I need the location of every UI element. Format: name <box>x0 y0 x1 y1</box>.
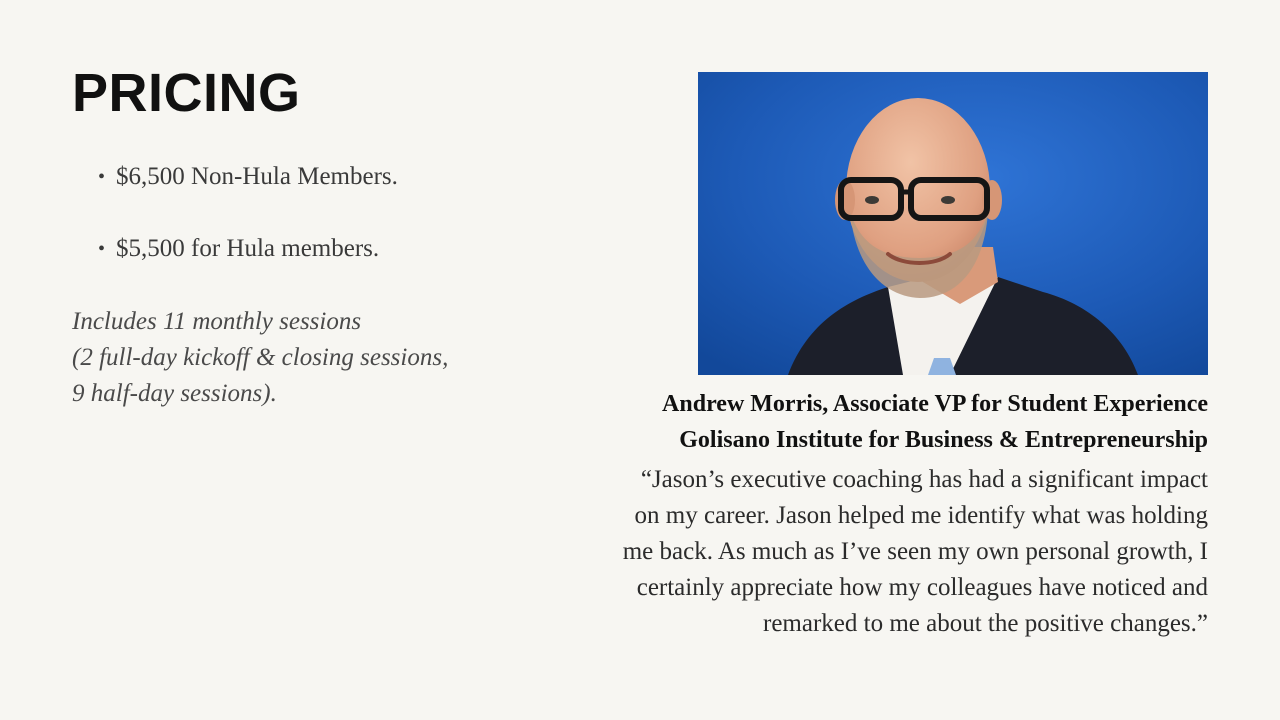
portrait-photo-icon <box>698 72 1208 375</box>
testimonial-organization: Golisano Institute for Business & Entrepreneurship <box>679 427 1208 453</box>
testimonial-quote <box>548 462 1208 642</box>
pricing-item-member: $5,500 for Hula members. <box>116 235 380 262</box>
quote-line: me back. As much as I’ve seen my own personal growth, I <box>622 538 1208 565</box>
bullet-icon: • <box>98 166 106 188</box>
pricing-list <box>98 160 398 266</box>
quote-line: on my career. Jason helped me identify what was holding <box>634 502 1208 529</box>
testimonial-name: Andrew Morris, Associate VP for Student Experience <box>662 391 1208 417</box>
pricing-item-non-member: $6,500 Non-Hula Members. <box>116 163 398 190</box>
portrait-photo <box>698 72 1208 375</box>
list-item <box>98 232 398 266</box>
page-title: PRICING <box>72 63 301 123</box>
quote-line: certainly appreciate how my colleagues have noticed and <box>636 574 1208 601</box>
includes-line: Includes 11 monthly sessions <box>72 308 362 335</box>
includes-line: (2 full-day kickoff & closing sessions, <box>72 344 449 371</box>
includes-note <box>72 304 542 412</box>
quote-line: “Jason’s executive coaching has had a significant impact <box>640 466 1208 493</box>
includes-line: 9 half-day sessions). <box>72 380 277 407</box>
list-item <box>98 160 398 194</box>
bullet-icon: • <box>98 238 106 260</box>
quote-line: remarked to me about the positive changes.” <box>763 610 1208 637</box>
testimonial-attribution <box>568 386 1208 458</box>
